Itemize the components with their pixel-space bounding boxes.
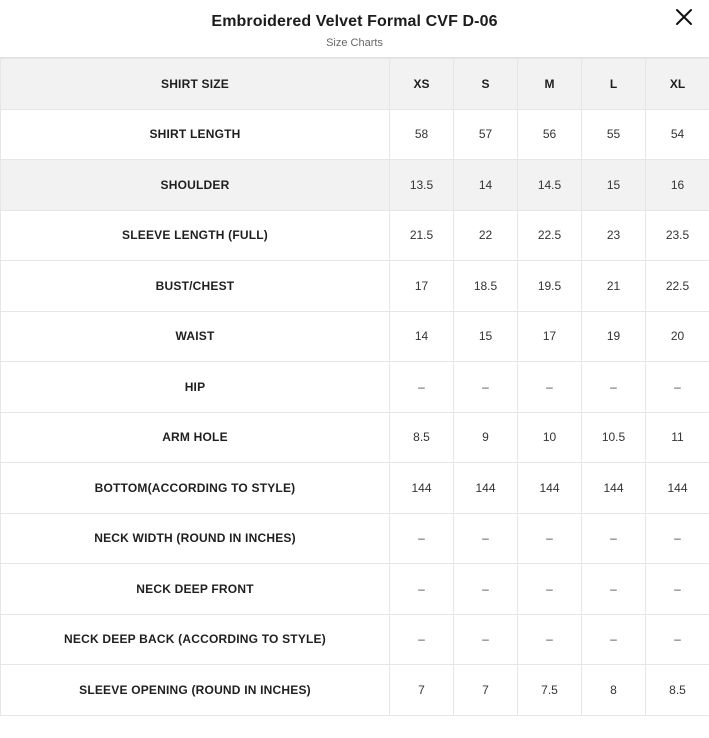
cell-value: 144 <box>582 463 646 514</box>
cell-value: – <box>390 564 454 615</box>
row-label: SLEEVE LENGTH (FULL) <box>1 210 390 261</box>
cell-value: – <box>454 564 518 615</box>
table-row <box>1 564 709 615</box>
cell-value: – <box>454 513 518 564</box>
cell-value: 21 <box>582 261 646 312</box>
row-label: ARM HOLE <box>1 412 390 463</box>
cell-value: – <box>646 564 709 615</box>
cell-value: 16 <box>646 160 709 211</box>
cell-value: 9 <box>454 412 518 463</box>
table-row <box>1 261 709 312</box>
row-label: BOTTOM(ACCORDING TO STYLE) <box>1 463 390 514</box>
table-header-row <box>1 59 709 110</box>
size-chart-table <box>0 58 709 716</box>
cell-value: – <box>646 362 709 413</box>
page-title: Embroidered Velvet Formal CVF D-06 <box>211 12 498 30</box>
cell-value: 14 <box>390 311 454 362</box>
cell-value: – <box>518 564 582 615</box>
cell-value: 22.5 <box>646 261 709 312</box>
cell-value: 10.5 <box>582 412 646 463</box>
row-label: NECK DEEP BACK (ACCORDING TO STYLE) <box>1 614 390 665</box>
cell-value: – <box>518 513 582 564</box>
table-row <box>1 362 709 413</box>
cell-value: – <box>646 614 709 665</box>
row-label: SHOULDER <box>1 160 390 211</box>
cell-value: 11 <box>646 412 709 463</box>
cell-value: 54 <box>646 109 709 160</box>
row-label: SHIRT LENGTH <box>1 109 390 160</box>
cell-value: – <box>646 513 709 564</box>
cell-value: 10 <box>518 412 582 463</box>
cell-value: 18.5 <box>454 261 518 312</box>
cell-value: 7 <box>390 665 454 716</box>
cell-value: 144 <box>646 463 709 514</box>
cell-value: 58 <box>390 109 454 160</box>
column-header-size-name: SHIRT SIZE <box>1 59 390 110</box>
cell-value: – <box>454 362 518 413</box>
cell-value: 17 <box>390 261 454 312</box>
page-subtitle: Size Charts <box>326 36 383 49</box>
column-header-xl: XL <box>646 59 709 110</box>
cell-value: 23.5 <box>646 210 709 261</box>
cell-value: 8 <box>582 665 646 716</box>
column-header-m: M <box>518 59 582 110</box>
cell-value: – <box>390 614 454 665</box>
column-header-xs: XS <box>390 59 454 110</box>
cell-value: – <box>518 614 582 665</box>
cell-value: 13.5 <box>390 160 454 211</box>
table-row <box>1 160 709 211</box>
cell-value: – <box>518 362 582 413</box>
cell-value: 23 <box>582 210 646 261</box>
table-row <box>1 513 709 564</box>
cell-value: – <box>582 614 646 665</box>
cell-value: 15 <box>454 311 518 362</box>
cell-value: 144 <box>454 463 518 514</box>
cell-value: – <box>390 513 454 564</box>
cell-value: 20 <box>646 311 709 362</box>
cell-value: 55 <box>582 109 646 160</box>
cell-value: 7 <box>454 665 518 716</box>
cell-value: 22.5 <box>518 210 582 261</box>
column-header-l: L <box>582 59 646 110</box>
table-row <box>1 412 709 463</box>
row-label: NECK DEEP FRONT <box>1 564 390 615</box>
row-label: WAIST <box>1 311 390 362</box>
cell-value: – <box>582 513 646 564</box>
size-chart-table-wrapper <box>0 58 709 738</box>
column-header-s: S <box>454 59 518 110</box>
cell-value: 57 <box>454 109 518 160</box>
table-row <box>1 311 709 362</box>
cell-value: 8.5 <box>390 412 454 463</box>
cell-value: 14.5 <box>518 160 582 211</box>
cell-value: 56 <box>518 109 582 160</box>
cell-value: 14 <box>454 160 518 211</box>
table-row <box>1 463 709 514</box>
close-icon[interactable] <box>669 2 699 32</box>
cell-value: 19.5 <box>518 261 582 312</box>
cell-value: 17 <box>518 311 582 362</box>
row-label: SLEEVE OPENING (ROUND IN INCHES) <box>1 665 390 716</box>
cell-value: – <box>582 564 646 615</box>
table-row <box>1 210 709 261</box>
cell-value: – <box>454 614 518 665</box>
cell-value: 7.5 <box>518 665 582 716</box>
table-row <box>1 665 709 716</box>
modal-header <box>0 0 709 58</box>
row-label: HIP <box>1 362 390 413</box>
row-label: BUST/CHEST <box>1 261 390 312</box>
table-row <box>1 614 709 665</box>
cell-value: 15 <box>582 160 646 211</box>
table-row <box>1 109 709 160</box>
cell-value: 21.5 <box>390 210 454 261</box>
cell-value: 19 <box>582 311 646 362</box>
cell-value: 144 <box>518 463 582 514</box>
cell-value: 144 <box>390 463 454 514</box>
cell-value: – <box>390 362 454 413</box>
cell-value: 8.5 <box>646 665 709 716</box>
cell-value: – <box>582 362 646 413</box>
row-label: NECK WIDTH (ROUND IN INCHES) <box>1 513 390 564</box>
cell-value: 22 <box>454 210 518 261</box>
